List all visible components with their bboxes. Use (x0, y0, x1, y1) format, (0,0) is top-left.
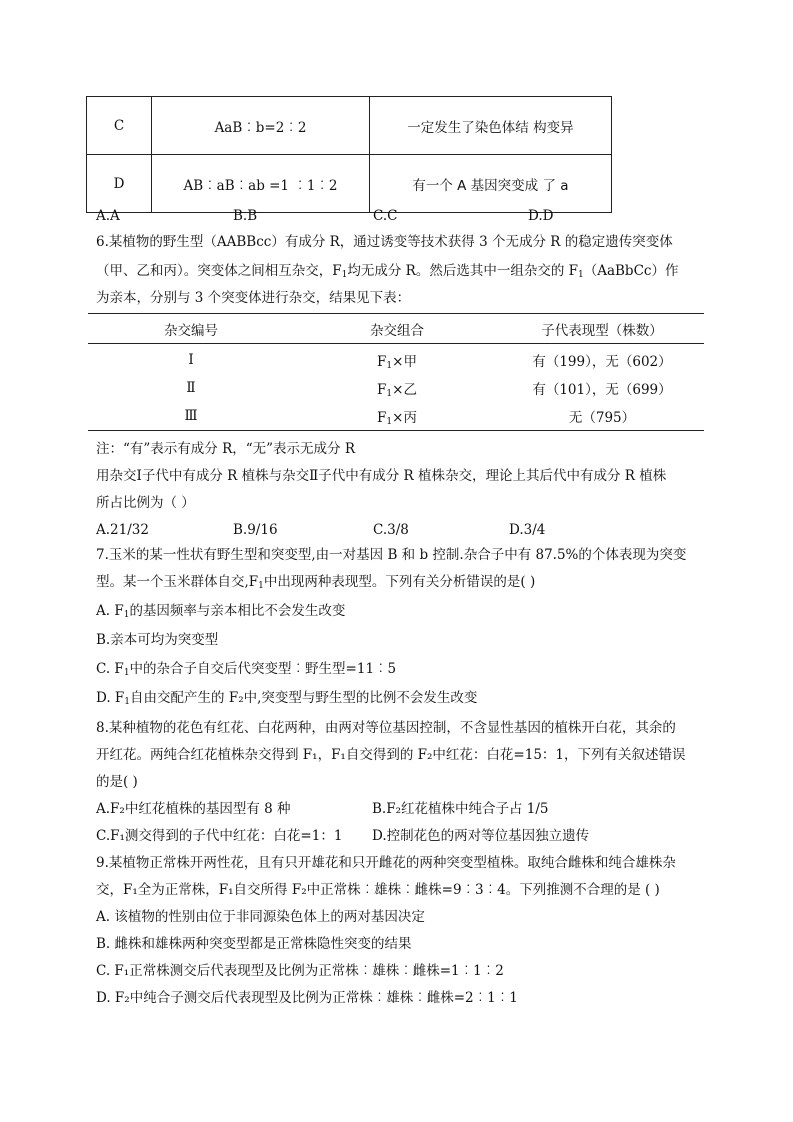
q8-option-c[interactable]: C.F₁测交得到的子代中红花：白花=1：1 (96, 828, 343, 844)
option-conclusion: 有一个 A 基因突变成 了 a (369, 155, 611, 213)
cross-combination: $F_1\times$丙 (377, 410, 417, 427)
cross-combination: $F_1\times$甲 (377, 354, 417, 371)
table-row (87, 97, 612, 155)
table-row (87, 155, 612, 213)
q9-option-b[interactable]: B. 雌株和雄株两种突变型都是正常株隐性突变的结果 (96, 936, 412, 952)
q9-stem-line: 9.某植物正常株开两性花，且有只开雄花和只开雌花的两种突变型植株。取纯合雌株和纯合雄株杂 (96, 855, 676, 871)
q5-option-a[interactable]: A.A (96, 208, 120, 224)
q7-option-a[interactable]: A. $F_1$的基因频率与亲本相比不会发生改变 (96, 603, 346, 620)
q8-stem-line: 的是( ) (96, 774, 138, 790)
option-ratio: AB︰aB︰ab =1 ︰1︰2 (152, 155, 370, 213)
q7-option-c[interactable]: C. $F_1$中的杂合子自交后代突变型︰野生型=11︰5 (96, 661, 397, 678)
q9-option-a[interactable]: A. 该植物的性别由位于非同源染色体上的两对基因决定 (96, 909, 425, 925)
header-offspring-phenotype: 子代表现型（株数） (541, 322, 663, 339)
cross-results-table (88, 313, 704, 431)
option-conclusion: 一定发生了染色体结 构变异 (369, 97, 611, 155)
q6-stem-line: 为亲本，分别与 3 个突变体进行杂交，结果见下表： (96, 290, 411, 306)
cross-id: Ⅱ (186, 380, 196, 396)
q6-stem-part: 均无成分 R。然后选其中一组杂交的 F (347, 263, 578, 279)
q7-stem-line: 7.玉米的某一性状有野生型和突变型,由一对基因 B 和 b 控制.杂合子中有 87.5%的个体表现为突变 (96, 547, 687, 563)
offspring-phenotype: 无（795） (568, 410, 636, 426)
q7-option-b[interactable]: B.亲本可均为突变型 (96, 632, 219, 648)
option-label: D (87, 155, 152, 213)
q8-option-b[interactable]: B.F₂红花植株中纯合子占 1/5 (372, 801, 549, 817)
option-table (86, 96, 612, 213)
table-row (88, 374, 704, 402)
option-ratio: AaB︰b=2︰2 (152, 97, 370, 155)
q7-stem-part: 中出现两种表现型。下列有关分析错误的是( ) (263, 574, 536, 590)
q5-option-b[interactable]: B.B (233, 208, 258, 224)
cross-id: Ⅰ (188, 352, 194, 368)
table-row (88, 344, 704, 375)
q8-stem-line: 开红花。两纯合红花植株杂交得到 F₁，F₁自交得到的 F₂中红花：白花=15：1，下列有关叙述错误 (96, 747, 686, 763)
q6-option-a[interactable]: A.21/32 (96, 522, 149, 538)
q9-option-d[interactable]: D. F₂中纯合子测交后代表现型及比例为正常株︰雄株︰雌株=2︰1︰1 (96, 990, 518, 1006)
q9-option-c[interactable]: C. F₁正常株测交后代表现型及比例为正常株︰雄株︰雌株=1︰1︰2 (96, 963, 504, 979)
header-cross-id: 杂交编号 (164, 322, 218, 339)
cross-id: Ⅲ (184, 408, 198, 424)
q5-option-d[interactable]: D.D (528, 208, 554, 224)
q6-option-b[interactable]: B.9/16 (233, 522, 278, 538)
q6-question-line: 所占比例为（ ） (96, 495, 195, 511)
q6-question-line: 用杂交Ⅰ子代中有成分 R 植株与杂交Ⅱ子代中有成分 R 植株杂交，理论上其后代中有成分 R 植株 (96, 468, 667, 484)
q6-stem-line: （甲、乙和丙）。突变体之间相互杂交，$F_1$均无成分 R。然后选其中一组杂交的 $F_1(AaBbCc)$作 (96, 263, 679, 280)
q8-stem-line: 8.某种植物的花色有红花、白花两种，由两对等位基因控制，不含显性基因的植株开白花，其余的 (96, 720, 676, 736)
q6-note: 注：“有”表示有成分 R，“无”表示无成分 R (96, 441, 356, 457)
header-cross-combination: 杂交组合 (370, 322, 424, 339)
q6-stem-part: （甲、乙和丙）。突变体之间相互杂交，F (96, 263, 342, 279)
cross-combination: $F_1\times$乙 (377, 382, 417, 399)
q7-option-d[interactable]: D. $F_1$自由交配产生的 F₂中,突变型与野生型的比例不会发生改变 (96, 690, 478, 707)
q6-option-c[interactable]: C.3/8 (373, 522, 409, 538)
q9-stem-line: 交，F₁全为正常株，F₁自交所得 F₂中正常株︰雄株︰雌株=9︰3︰4。下列推测不合理的是 ( ) (96, 882, 660, 898)
q8-option-d[interactable]: D.控制花色的两对等位基因独立遗传 (372, 828, 590, 844)
q5-option-c[interactable]: C.C (373, 208, 398, 224)
q7-stem-part: 型。某一个玉米群体自交,F (96, 574, 259, 590)
q6-option-d[interactable]: D.3/4 (509, 522, 546, 538)
offspring-phenotype: 有（199），无（602） (532, 354, 672, 370)
q7-stem-line: 型。某一个玉米群体自交$,F_1$中出现两种表现型。下列有关分析错误的是( ) (96, 574, 536, 591)
offspring-phenotype: 有（101），无（699） (532, 382, 672, 398)
q8-option-a[interactable]: A.F₂中红花植株的基因型有 8 种 (96, 801, 291, 817)
q6-stem-part: （AaBbCc）作 (583, 263, 679, 279)
table-header-row (88, 314, 704, 344)
q6-stem-line: 6.某植物的野生型（AABBcc）有成分 R，通过诱变等技术获得 3 个无成分 R 的稳定遗传突变体 (96, 234, 673, 250)
option-label: C (87, 97, 152, 155)
table-row (88, 402, 704, 431)
